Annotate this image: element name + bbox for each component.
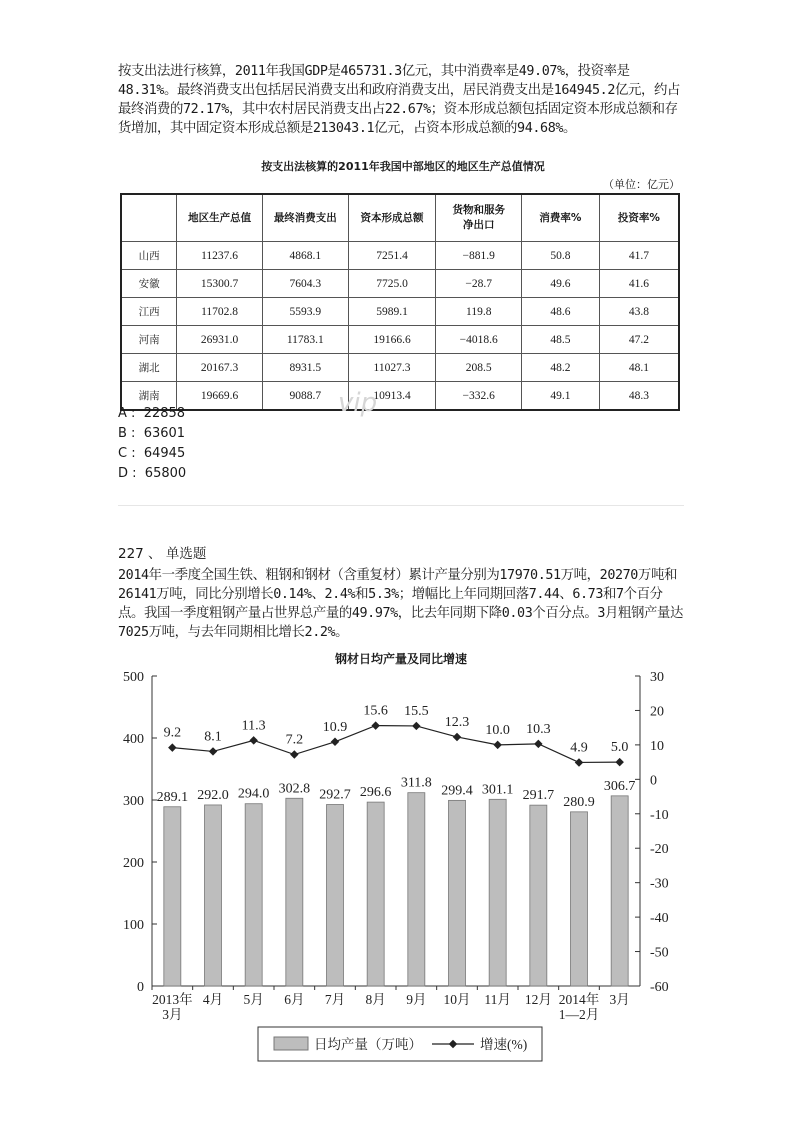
table-header-cell: 资本形成总额 bbox=[348, 194, 436, 242]
value-cell: −28.7 bbox=[436, 270, 522, 298]
value-cell: 5989.1 bbox=[348, 298, 436, 326]
bar bbox=[571, 812, 588, 986]
bar-value-label: 296.6 bbox=[359, 785, 392, 801]
bar bbox=[611, 796, 628, 986]
value-cell: 20167.3 bbox=[177, 354, 263, 382]
bar bbox=[367, 802, 384, 986]
growth-value-label: 8.1 bbox=[204, 729, 222, 745]
option-c[interactable]: C : 64945 bbox=[118, 446, 186, 461]
left-tick-label: 100 bbox=[123, 918, 144, 933]
right-tick-label: -60 bbox=[650, 980, 669, 995]
value-cell: 11702.8 bbox=[177, 298, 263, 326]
question-2-text: 2014年一季度全国生铁、粗钢和钢材（含重复材）累计产量分别为17970.51万吨，20270万吨和26141万吨，同比分别增长0.14%、2.4%和5.3%；增幅比上年同期回落7.44、6.73和7个百分点。我国一季度粗钢产量占世界总产量的49.97%，比去年同期下降0.03个百分点。3月粗钢产量达7025万吨，与去年同期相比增长2.2%。 bbox=[118, 568, 683, 640]
table-header-cell: 地区生产总值 bbox=[177, 194, 263, 242]
bar bbox=[449, 800, 466, 986]
right-tick-label: -50 bbox=[650, 945, 669, 961]
value-cell: 11027.3 bbox=[348, 354, 436, 382]
right-tick-label: -40 bbox=[650, 911, 669, 927]
option-letter: B bbox=[118, 426, 127, 441]
value-cell: 50.8 bbox=[522, 242, 600, 270]
bar bbox=[286, 798, 303, 986]
x-tick-label: 2013年 bbox=[152, 992, 193, 1007]
left-tick-label: 500 bbox=[123, 670, 144, 685]
growth-point bbox=[168, 743, 176, 751]
value-cell: 7251.4 bbox=[348, 242, 436, 270]
bar-value-label: 294.0 bbox=[237, 786, 270, 802]
growth-value-label: 10.9 bbox=[322, 719, 348, 735]
table-header-cell: 货物和服务净出口 bbox=[436, 194, 522, 242]
bar-value-label: 299.4 bbox=[441, 783, 473, 799]
value-cell: 119.8 bbox=[436, 298, 522, 326]
x-tick-label: 2014年 bbox=[558, 992, 600, 1007]
value-cell: 48.3 bbox=[599, 382, 679, 411]
bar bbox=[164, 807, 181, 986]
region-cell: 安徽 bbox=[121, 270, 177, 298]
value-cell: 41.7 bbox=[599, 242, 679, 270]
bar-value-label: 301.1 bbox=[481, 782, 514, 798]
bar bbox=[530, 805, 547, 986]
option-a[interactable]: A : 22858 bbox=[118, 406, 186, 421]
bar-value-label: 292.7 bbox=[319, 787, 351, 803]
option-letter: D bbox=[118, 466, 129, 481]
growth-point bbox=[371, 721, 379, 729]
x-tick-label: 3月 bbox=[609, 992, 630, 1007]
table-header-cell: 最终消费支出 bbox=[262, 194, 348, 242]
growth-point bbox=[575, 758, 583, 766]
right-tick-label: -10 bbox=[650, 807, 669, 823]
value-cell: 19166.6 bbox=[348, 326, 436, 354]
growth-value-label: 15.6 bbox=[363, 703, 388, 719]
right-tick-label: -20 bbox=[650, 842, 669, 858]
question-2-number: 227 、 单选题 bbox=[118, 546, 207, 562]
value-cell: 4868.1 bbox=[262, 242, 348, 270]
region-cell: 河南 bbox=[121, 326, 177, 354]
right-tick-label: 0 bbox=[650, 773, 657, 789]
growth-value-label: 12.3 bbox=[444, 714, 470, 730]
value-cell: −332.6 bbox=[436, 382, 522, 411]
value-cell: 41.6 bbox=[599, 270, 679, 298]
legend-line-label: 增速(%) bbox=[480, 1037, 528, 1052]
growth-point bbox=[534, 740, 542, 748]
growth-value-label: 10.0 bbox=[485, 722, 510, 738]
region-cell: 江西 bbox=[121, 298, 177, 326]
value-cell: 48.2 bbox=[522, 354, 600, 382]
option-value: 65800 bbox=[144, 466, 187, 481]
growth-point bbox=[453, 733, 461, 741]
option-value: 64945 bbox=[143, 446, 186, 461]
value-cell: −881.9 bbox=[436, 242, 522, 270]
table-unit: （单位：亿元） bbox=[603, 178, 680, 191]
value-cell: 26931.0 bbox=[177, 326, 263, 354]
watermark: vip bbox=[338, 388, 378, 418]
value-cell: 47.2 bbox=[599, 326, 679, 354]
value-cell: 48.6 bbox=[522, 298, 600, 326]
legend-bar-swatch bbox=[274, 1037, 308, 1050]
bar-value-label: 291.7 bbox=[522, 788, 555, 804]
option-letter: C bbox=[118, 446, 128, 461]
bar bbox=[327, 805, 344, 986]
value-cell: 7725.0 bbox=[348, 270, 436, 298]
value-cell: 15300.7 bbox=[177, 270, 263, 298]
bar-value-label: 306.7 bbox=[603, 778, 636, 794]
question-1-text: 按支出法进行核算，2011年我国GDP是465731.3亿元，其中消费率是49.07%，投资率是48.31%。最终消费支出包括居民消费支出和政府消费支出，居民消费支出是164945.2亿元，约占最终消费的72.17%，其中农村居民消费支出占22.67%；资本形成总额包括固定资本形成总额和存货增加，其中固定资本形成总额是213043.1亿元，占资本形成总额的94.68%。 bbox=[118, 64, 680, 136]
option-letter: A bbox=[118, 406, 127, 421]
growth-value-label: 9.2 bbox=[163, 725, 182, 741]
region-cell: 湖南 bbox=[121, 382, 177, 411]
x-tick-label: 7月 bbox=[324, 992, 346, 1007]
growth-point bbox=[290, 750, 298, 758]
bar bbox=[245, 804, 262, 986]
x-tick-label: 12月 bbox=[524, 992, 552, 1007]
growth-value-label: 11.3 bbox=[241, 718, 266, 734]
value-cell: 19669.6 bbox=[177, 382, 263, 411]
table-title: 按支出法核算的2011年我国中部地区的地区生产总值情况 bbox=[261, 160, 545, 173]
table-header-cell: 投资率% bbox=[599, 194, 679, 242]
x-tick-label: 4月 bbox=[202, 992, 224, 1007]
x-tick-label: 1—2月 bbox=[558, 1007, 600, 1022]
bar-value-label: 302.8 bbox=[278, 781, 311, 797]
right-tick-label: 20 bbox=[650, 704, 664, 720]
value-cell: 9088.7 bbox=[262, 382, 348, 411]
growth-value-label: 4.9 bbox=[570, 740, 588, 756]
value-cell: 48.1 bbox=[599, 354, 679, 382]
left-tick-label: 0 bbox=[137, 980, 144, 995]
legend-bar-label: 日均产量（万吨） bbox=[314, 1037, 422, 1052]
value-cell: 7604.3 bbox=[262, 270, 348, 298]
value-cell: 49.1 bbox=[522, 382, 600, 411]
left-tick-label: 300 bbox=[123, 794, 144, 809]
value-cell: 48.5 bbox=[522, 326, 600, 354]
growth-point bbox=[615, 758, 623, 766]
table-header-cell: 消费率% bbox=[522, 194, 600, 242]
value-cell: 43.8 bbox=[599, 298, 679, 326]
growth-line bbox=[172, 726, 619, 763]
growth-value-label: 10.3 bbox=[526, 721, 551, 737]
bar bbox=[408, 793, 425, 986]
left-tick-label: 200 bbox=[123, 856, 144, 871]
bar-value-label: 292.0 bbox=[197, 787, 229, 803]
value-cell: 8931.5 bbox=[262, 354, 348, 382]
x-tick-label: 3月 bbox=[162, 1007, 183, 1022]
right-tick-label: 30 bbox=[650, 670, 664, 685]
bar-value-label: 280.9 bbox=[563, 794, 595, 810]
value-cell: 5593.9 bbox=[262, 298, 348, 326]
left-tick-label: 400 bbox=[123, 732, 144, 747]
option-value: 22858 bbox=[143, 406, 186, 421]
right-tick-label: 10 bbox=[650, 738, 664, 754]
x-tick-label: 8月 bbox=[365, 992, 386, 1007]
bar bbox=[205, 805, 222, 986]
growth-value-label: 5.0 bbox=[610, 740, 629, 756]
chart-title: 钢材日均产量及同比增速 bbox=[334, 652, 467, 666]
x-tick-label: 5月 bbox=[243, 992, 264, 1007]
growth-point bbox=[209, 747, 217, 755]
bar-value-label: 311.8 bbox=[400, 775, 432, 791]
x-tick-label: 9月 bbox=[406, 992, 427, 1007]
growth-value-label: 15.5 bbox=[404, 703, 429, 719]
option-value: 63601 bbox=[143, 426, 186, 441]
option-b[interactable]: B : 63601 bbox=[118, 426, 186, 441]
value-cell: −4018.6 bbox=[436, 326, 522, 354]
value-cell: 11237.6 bbox=[177, 242, 263, 270]
growth-point bbox=[493, 741, 501, 749]
value-cell: 11783.1 bbox=[262, 326, 348, 354]
x-tick-label: 10月 bbox=[443, 992, 471, 1007]
value-cell: 10913.4 bbox=[348, 382, 436, 411]
bar bbox=[489, 799, 506, 986]
region-cell: 湖北 bbox=[121, 354, 177, 382]
value-cell: 49.6 bbox=[522, 270, 600, 298]
growth-value-label: 7.2 bbox=[285, 732, 304, 748]
region-cell: 山西 bbox=[121, 242, 177, 270]
right-tick-label: -30 bbox=[650, 876, 669, 892]
bar-value-label: 289.1 bbox=[156, 789, 189, 805]
growth-point bbox=[249, 736, 257, 744]
growth-point bbox=[412, 722, 420, 730]
option-d[interactable]: D : 65800 bbox=[118, 466, 187, 481]
growth-point bbox=[331, 738, 339, 746]
x-tick-label: 6月 bbox=[284, 992, 305, 1007]
x-tick-label: 11月 bbox=[484, 992, 511, 1007]
value-cell: 208.5 bbox=[436, 354, 522, 382]
